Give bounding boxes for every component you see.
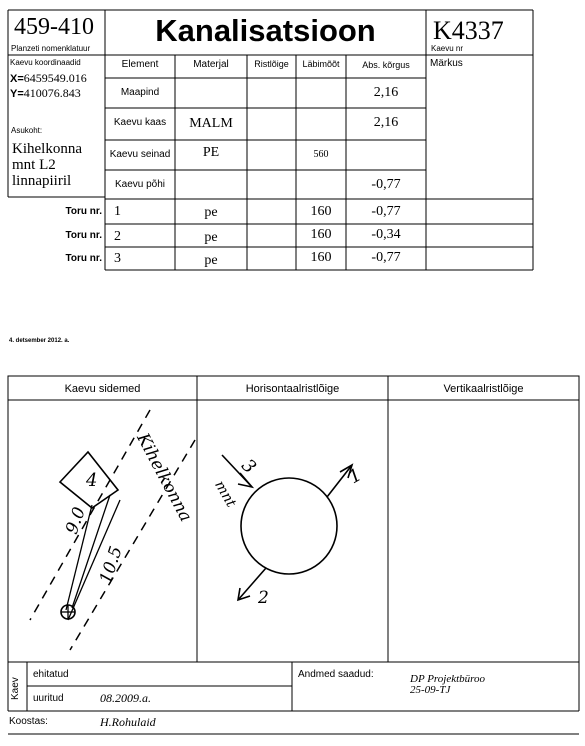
measured-value: 08.2009.a. [100,691,151,705]
pipe-label-2: 2 [258,588,269,608]
row-material-value: PE [202,145,220,160]
panel-title-vertical: Vertikaalristlõige [443,383,524,395]
row-material-value: MALM [189,116,233,131]
pipe-row-label: Toru nr. [65,206,102,217]
nomenclature-label: Planzeti nomenklatuur [11,44,91,53]
nomenclature-value: 459-410 [14,14,94,40]
row-abs-value: -0,77 [371,177,401,192]
distance-label-b: 10.5 [96,543,127,587]
pipe-row-label: Toru nr. [65,253,102,264]
coords-label: Kaevu koordinaadid [10,58,81,67]
horizontal-section-sketch [222,455,352,600]
coord-x-value: 6459549.016 [23,71,87,85]
well-id-label: Kaevu nr [431,44,464,53]
col-header-diameter: Läbimõõt [302,59,340,69]
pipe-label-1: 1 [345,464,366,489]
row-element-label: Kaevu põhi [114,179,166,190]
row-element-label: Maapind [120,87,160,98]
location-line-1: Kihelkonna [12,141,82,157]
connections-sketch [30,410,195,650]
pipe-diameter: 160 [310,204,332,219]
row-element-label: Kaevu seinad [109,149,171,160]
page-title: Kanalisatsioon [155,13,376,48]
pipe-diameter: 160 [310,250,332,265]
coord-y-prefix: Y= [10,88,24,100]
pipe-abs: -0,77 [371,204,401,219]
col-header-abs: Abs. kõrgus [362,60,410,70]
coord-x-prefix: X= [10,73,24,85]
location-line-2: mnt L2 [12,157,56,173]
panel-title-horizontal: Horisontaalristlõige [245,383,340,395]
box-number: 4 [86,470,98,491]
coord-y [10,86,81,101]
pipe-row-label: Toru nr. [65,230,102,241]
street-label: Kihelkonna [132,430,196,526]
distance-label-a: 9.0 [62,504,91,537]
well-id: K4337 [433,16,504,45]
pipe-nr: 3 [114,251,121,266]
pipe-material: pe [204,230,218,245]
coord-x [10,71,87,86]
measured-label: uuritud [33,693,64,704]
panel-title-connections: Kaevu sidemed [64,383,141,395]
built-label: ehitatud [33,669,69,680]
pipe-diameter: 160 [310,227,332,242]
compiled-value: H.Rohulaid [100,715,156,729]
pipe-abs: -0,77 [371,250,401,265]
location-label: Asukoht: [11,126,43,135]
pipe-label-3: 3 [237,455,261,478]
col-header-element: Element [121,59,159,70]
pipe-abs: -0,34 [371,227,401,242]
row-element-label: Kaevu kaas [113,117,167,128]
mnt-label: mnt [211,478,239,511]
col-header-cross: Ristlõige [254,59,289,69]
row-diameter-value: 560 [313,149,329,160]
col-header-material: Materjal [193,59,229,70]
row-abs-value: 2,16 [373,115,399,130]
col-header-note: Märkus [430,58,463,69]
location-line-3: linnapiiril [12,173,72,189]
pipe-nr: 1 [114,204,121,219]
compiled-label: Koostas: [9,716,48,727]
pipe-nr: 2 [114,229,121,244]
coord-y-value: 410076.843 [23,86,81,100]
pipe-material: pe [204,253,218,268]
pipe-material: pe [204,205,218,220]
source-value: DP Projektbüroo [410,673,486,685]
kaev-label: Kaev [10,677,21,700]
source-label: Andmed saadud: [298,669,374,680]
date-note: 4. detsember 2012. a. [9,338,70,344]
source-date: 25-09-TJ [410,684,451,696]
row-abs-value: 2,16 [373,85,399,100]
